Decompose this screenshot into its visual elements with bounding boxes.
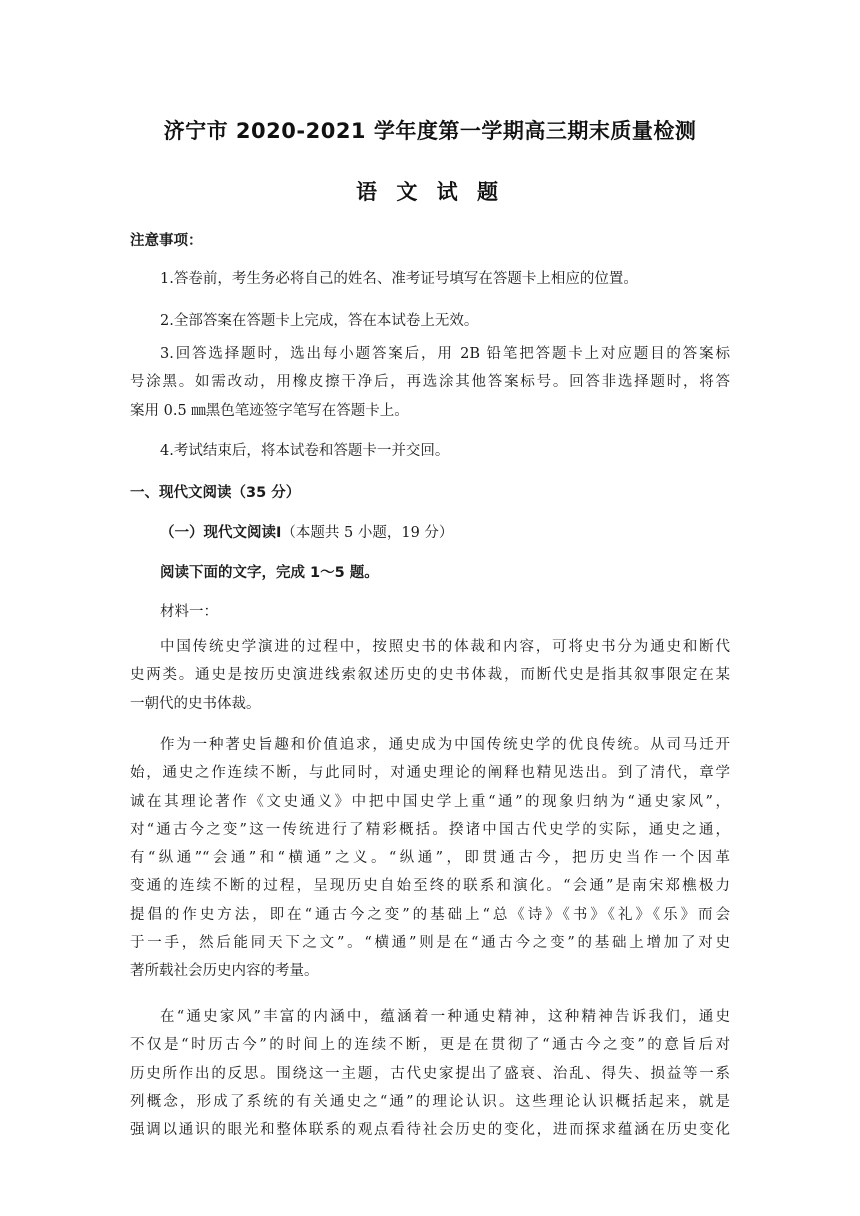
paragraph-line: 提倡的作史方法，即在“通古今之变”的基础上“总《诗》《书》《礼》《乐》而会 bbox=[130, 906, 730, 923]
paragraph-line: 于一手，然后能同天下之文”。“横通”则是在“通古今之变”的基础上增加了对史 bbox=[130, 935, 730, 952]
notice-item-4: 4.考试结束后，将本试卷和答题卡一并交回。 bbox=[160, 443, 450, 459]
notice-item-3 bbox=[130, 340, 730, 425]
paragraph-line: 强调以通识的眼光和整体联系的观点看待社会历史的变化，进而探求蕴涵在历史变化 bbox=[130, 1122, 730, 1139]
paragraph-line: 对“通古今之变”这一传统进行了精彩概括。揆诸中国古代史学的实际，通史之通， bbox=[130, 821, 730, 838]
paragraph-line: 历史所作出的反思。围绕这一主题，古代史家提出了盛衰、治乱、得失、损益等一系 bbox=[130, 1065, 730, 1082]
subsection-note: （本题共 5 小题，19 分） bbox=[281, 525, 454, 541]
paragraph-line: 在“通史家风”丰富的内涵中，蕴涵着一种通史精神，这种精神告诉我们，通史 bbox=[160, 1009, 730, 1025]
section-heading: 一、现代文阅读（35 分） bbox=[130, 485, 301, 501]
paragraph-line: 始，通史之作连续不断，与此同时，对通史理论的阐释也精见迭出。到了清代，章学 bbox=[130, 765, 730, 782]
material-label: 材料一： bbox=[160, 604, 218, 620]
notice-item-1: 1.答卷前，考生务必将自己的姓名、准考证号填写在答题卡上相应的位置。 bbox=[160, 271, 638, 287]
paragraph-line: 作为一种著史旨趣和价值追求，通史成为中国传统史学的优良传统。从司马迁开 bbox=[160, 737, 730, 753]
paragraph-line: 列概念，形成了系统的有关通史之“通”的理论认识。这些理论认识概括起来，就是 bbox=[130, 1093, 730, 1110]
notice-item-2: 2.全部答案在答题卡上完成，答在本试卷上无效。 bbox=[160, 313, 479, 329]
paragraph-line: 变通的连续不断的过程，呈现历史自始至终的联系和演化。“会通”是南宋郑樵极力 bbox=[130, 878, 730, 895]
subsection-heading bbox=[160, 521, 760, 542]
paragraph-line: 著所载社会历史内容的考量。 bbox=[130, 963, 319, 980]
paragraph-line: 史两类。通史是按历史演进线索叙述历史的史书体裁，而断代史是指其叙事限定在某 bbox=[130, 667, 730, 684]
paragraph-3 bbox=[130, 1003, 730, 1144]
paragraph-line: 诚在其理论著作《文史通义》中把中国史学上重“通”的现象归纳为“通史家风”， bbox=[130, 793, 730, 810]
paragraph-2 bbox=[130, 731, 730, 986]
paragraph-line: 不仅是“时历古今”的时间上的连续不断，更是在贯彻了“通古今之变”的意旨后对 bbox=[130, 1037, 730, 1054]
paragraph-1 bbox=[130, 633, 730, 718]
document-title: 济宁市 2020-2021 学年度第一学期高三期末质量检测 bbox=[163, 119, 697, 143]
notice-item-3-line: 号涂黑。如需改动，用橡皮擦干净后，再选涂其他答案标号。回答非选择题时，将答 bbox=[130, 374, 730, 391]
notice-item-3-line: 案用 0.5 ㎜黑色笔迹签字笔写在答题卡上。 bbox=[130, 402, 409, 419]
document-subtitle: 语 文 试 题 bbox=[356, 180, 504, 204]
notice-heading: 注意事项： bbox=[130, 233, 203, 249]
paragraph-line: 中国传统史学演进的过程中，按照史书的体裁和内容，可将史书分为通史和断代 bbox=[160, 639, 730, 655]
notice-item-3-line: 3.回答选择题时，选出每小题答案后，用 2B 铅笔把答题卡上对应题目的答案标 bbox=[160, 346, 730, 362]
paragraph-line: 一朝代的史书体裁。 bbox=[130, 695, 261, 712]
reading-instruction: 阅读下面的文字，完成 1～5 题。 bbox=[160, 565, 379, 581]
paragraph-line: 有“纵通”“会通”和“横通”之义。“纵通”，即贯通古今，把历史当作一个因革 bbox=[130, 850, 730, 867]
subsection-title: （一）现代文阅读Ⅰ bbox=[160, 525, 282, 541]
